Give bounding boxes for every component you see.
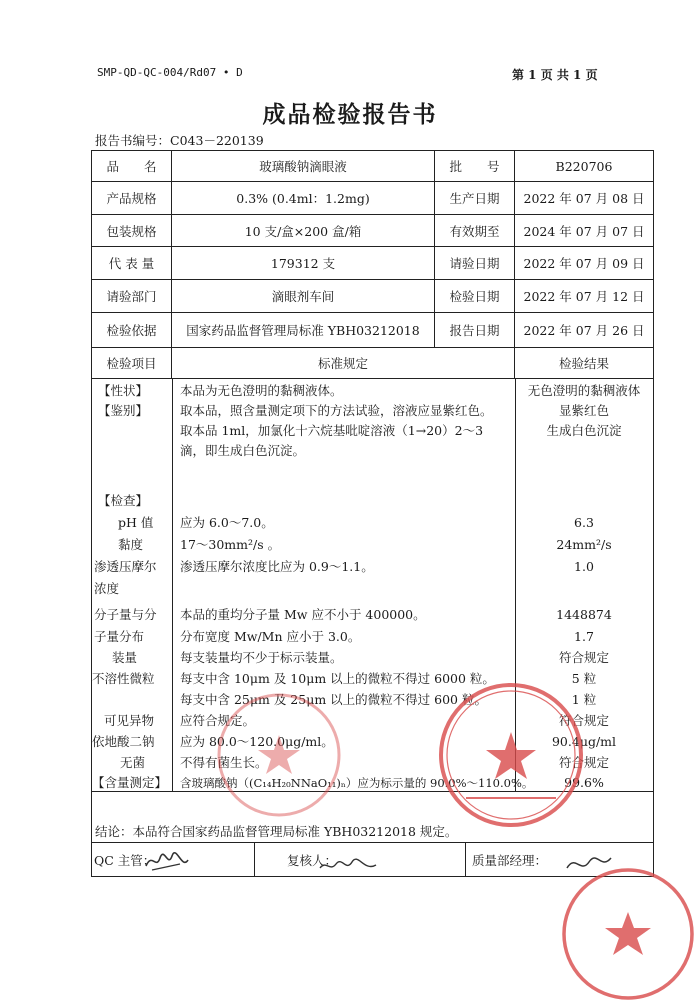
- info-row: [92, 247, 653, 280]
- conclusion-text: 结论：本品符合国家药品监督管理局标准 YBH03212018 规定。: [95, 824, 458, 839]
- info-label: 请验日期: [435, 247, 515, 279]
- info-row: [92, 182, 653, 215]
- item-label: 分子量与分: [94, 607, 157, 622]
- inspection-seal-icon: [436, 680, 586, 830]
- standard-text: 不得有菌生长。: [180, 755, 268, 770]
- info-value: 2022 年 07 月 08 日: [523, 191, 645, 206]
- info-value: 179312 支: [172, 247, 435, 279]
- info-label: 代 表 量: [92, 247, 172, 279]
- divider: [465, 843, 466, 876]
- standard-text: 应为 6.0～7.0。: [180, 515, 274, 530]
- result-value: 1.0: [574, 559, 594, 574]
- item-label: pH 值: [118, 515, 154, 530]
- divider: [254, 843, 255, 876]
- result-value: 符合规定: [558, 713, 609, 728]
- info-label: 检验依据: [92, 313, 172, 347]
- page-info: 第 1 页 共 1 页: [512, 68, 598, 82]
- info-label: 品 名: [92, 151, 172, 181]
- info-row: [92, 280, 653, 313]
- result-value: 符合规定: [558, 650, 609, 665]
- info-label: 有效期至: [435, 215, 515, 246]
- result-value: 5 粒: [571, 671, 597, 686]
- document-code: SMP-QD-QC-004/Rd07 • D: [97, 66, 243, 79]
- info-row: [92, 215, 653, 247]
- info-value: 10 支/盒×200 盒/箱: [172, 215, 435, 246]
- report-title: 成品检验报告书: [262, 101, 438, 128]
- result-value: 1.7: [574, 629, 594, 644]
- info-label: 批 号: [435, 151, 515, 181]
- item-label: 装量: [112, 650, 138, 665]
- standard-text: 每支装量均不少于标示装量。: [180, 650, 343, 665]
- qa-manager-label: 质量部经理：: [472, 853, 548, 868]
- column-header-row: [92, 348, 653, 379]
- info-value: 0.3% (0.4ml：1.2mg): [172, 182, 435, 214]
- standard-text: 17～30mm²/s 。: [180, 537, 281, 552]
- standard-text: 应为 80.0～120.0μg/ml。: [180, 734, 334, 749]
- standard-text: 每支中含 10μm 及 10μm 以上的微粒不得过 6000 粒。: [180, 671, 495, 686]
- item-label: 黏度: [118, 537, 144, 552]
- info-label: 产品规格: [92, 182, 172, 214]
- info-label: 包装规格: [92, 215, 172, 246]
- standard-text: 本品为无色澄明的黏稠液体。: [180, 383, 343, 398]
- standard-text: 渗透压摩尔浓度比应为 0.9～1.1。: [180, 559, 374, 574]
- qc-supervisor-label: QC 主管：: [94, 853, 156, 868]
- info-value: 玻璃酸钠滴眼液: [172, 151, 435, 181]
- report-number-label: 报告书编号：: [95, 133, 171, 148]
- result-value: 6.3: [574, 515, 594, 530]
- standard-text: 取本品 1ml，加氯化十六烷基吡啶溶液（1→20）2～3: [180, 423, 484, 438]
- standard-text: 滴，即生成白色沉淀。: [180, 443, 306, 458]
- item-label: 【鉴别】: [98, 403, 149, 418]
- standard-text: 每支中含 25μm 及 25μm 以上的微粒不得过 600 粒。: [180, 692, 487, 707]
- standard-text: 分布宽度 Mw/Mn 应小于 3.0。: [180, 629, 361, 644]
- info-label: 请验部门: [92, 280, 172, 312]
- result-value: 无色澄明的黏稠液体: [527, 383, 641, 398]
- item-label: 渗透压摩尔: [94, 559, 157, 574]
- result-value: 99.6%: [564, 775, 604, 790]
- info-label: 报告日期: [435, 313, 515, 347]
- item-label: 不溶性微粒: [92, 671, 155, 686]
- signature-scribble-icon: [142, 848, 192, 874]
- report-number: [95, 131, 264, 149]
- standard-text: 取本品，照含量测定项下的方法试验，溶液应显紫红色。: [180, 403, 493, 418]
- info-label: 生产日期: [435, 182, 515, 214]
- info-value: 2022 年 07 月 09 日: [523, 256, 645, 271]
- item-label: 浓度: [94, 581, 120, 596]
- result-value: 生成白色沉淀: [546, 423, 622, 438]
- quality-management-seal-icon: [556, 862, 696, 1000]
- column-header-item: 检验项目: [92, 348, 172, 378]
- standard-text: 含玻璃酸钠（(C₁₄H₂₀NNaO₁₁)ₙ）应为标示量的 90.0%～110.0%。: [180, 776, 534, 790]
- result-value: 1 粒: [571, 692, 597, 707]
- item-column: [92, 379, 172, 791]
- item-label: 【性状】: [98, 383, 149, 398]
- info-value: 2022 年 07 月 26 日: [523, 323, 645, 338]
- reviewer-label: 复核人：: [287, 853, 338, 868]
- result-value: 24mm²/s: [556, 537, 612, 552]
- info-value: 滴眼剂车间: [172, 280, 435, 312]
- item-label: 子量分布: [94, 629, 145, 644]
- item-label: 可见异物: [104, 713, 155, 728]
- info-label: 检验日期: [435, 280, 515, 312]
- info-value: 国家药品监督管理局标准 YBH03212018: [172, 313, 435, 347]
- item-label: 【检查】: [98, 493, 149, 508]
- column-header-result: 检验结果: [558, 356, 609, 371]
- info-row: [92, 151, 653, 182]
- info-value: 2022 年 07 月 12 日: [523, 289, 645, 304]
- column-header-standard: 标准规定: [172, 348, 515, 378]
- info-row: [92, 313, 653, 348]
- item-label: 无菌: [120, 755, 146, 770]
- info-value: B220706: [555, 158, 613, 174]
- result-value: 显紫红色: [558, 403, 609, 418]
- result-value: 1448874: [556, 607, 612, 622]
- result-value: 90.4μg/ml: [551, 734, 617, 749]
- info-value: 2024 年 07 月 07 日: [523, 223, 645, 239]
- item-label: 【含量测定】: [92, 775, 168, 790]
- standard-text: 本品的重均分子量 Mw 应不小于 400000。: [180, 607, 426, 622]
- inspection-seal-icon: [214, 690, 344, 820]
- result-value: 符合规定: [558, 755, 609, 770]
- standard-text: 应符合规定。: [180, 713, 256, 728]
- signature-scribble-icon: [318, 856, 380, 876]
- report-number-value: C043－220139: [170, 133, 264, 148]
- item-label: 依地酸二钠: [92, 734, 155, 749]
